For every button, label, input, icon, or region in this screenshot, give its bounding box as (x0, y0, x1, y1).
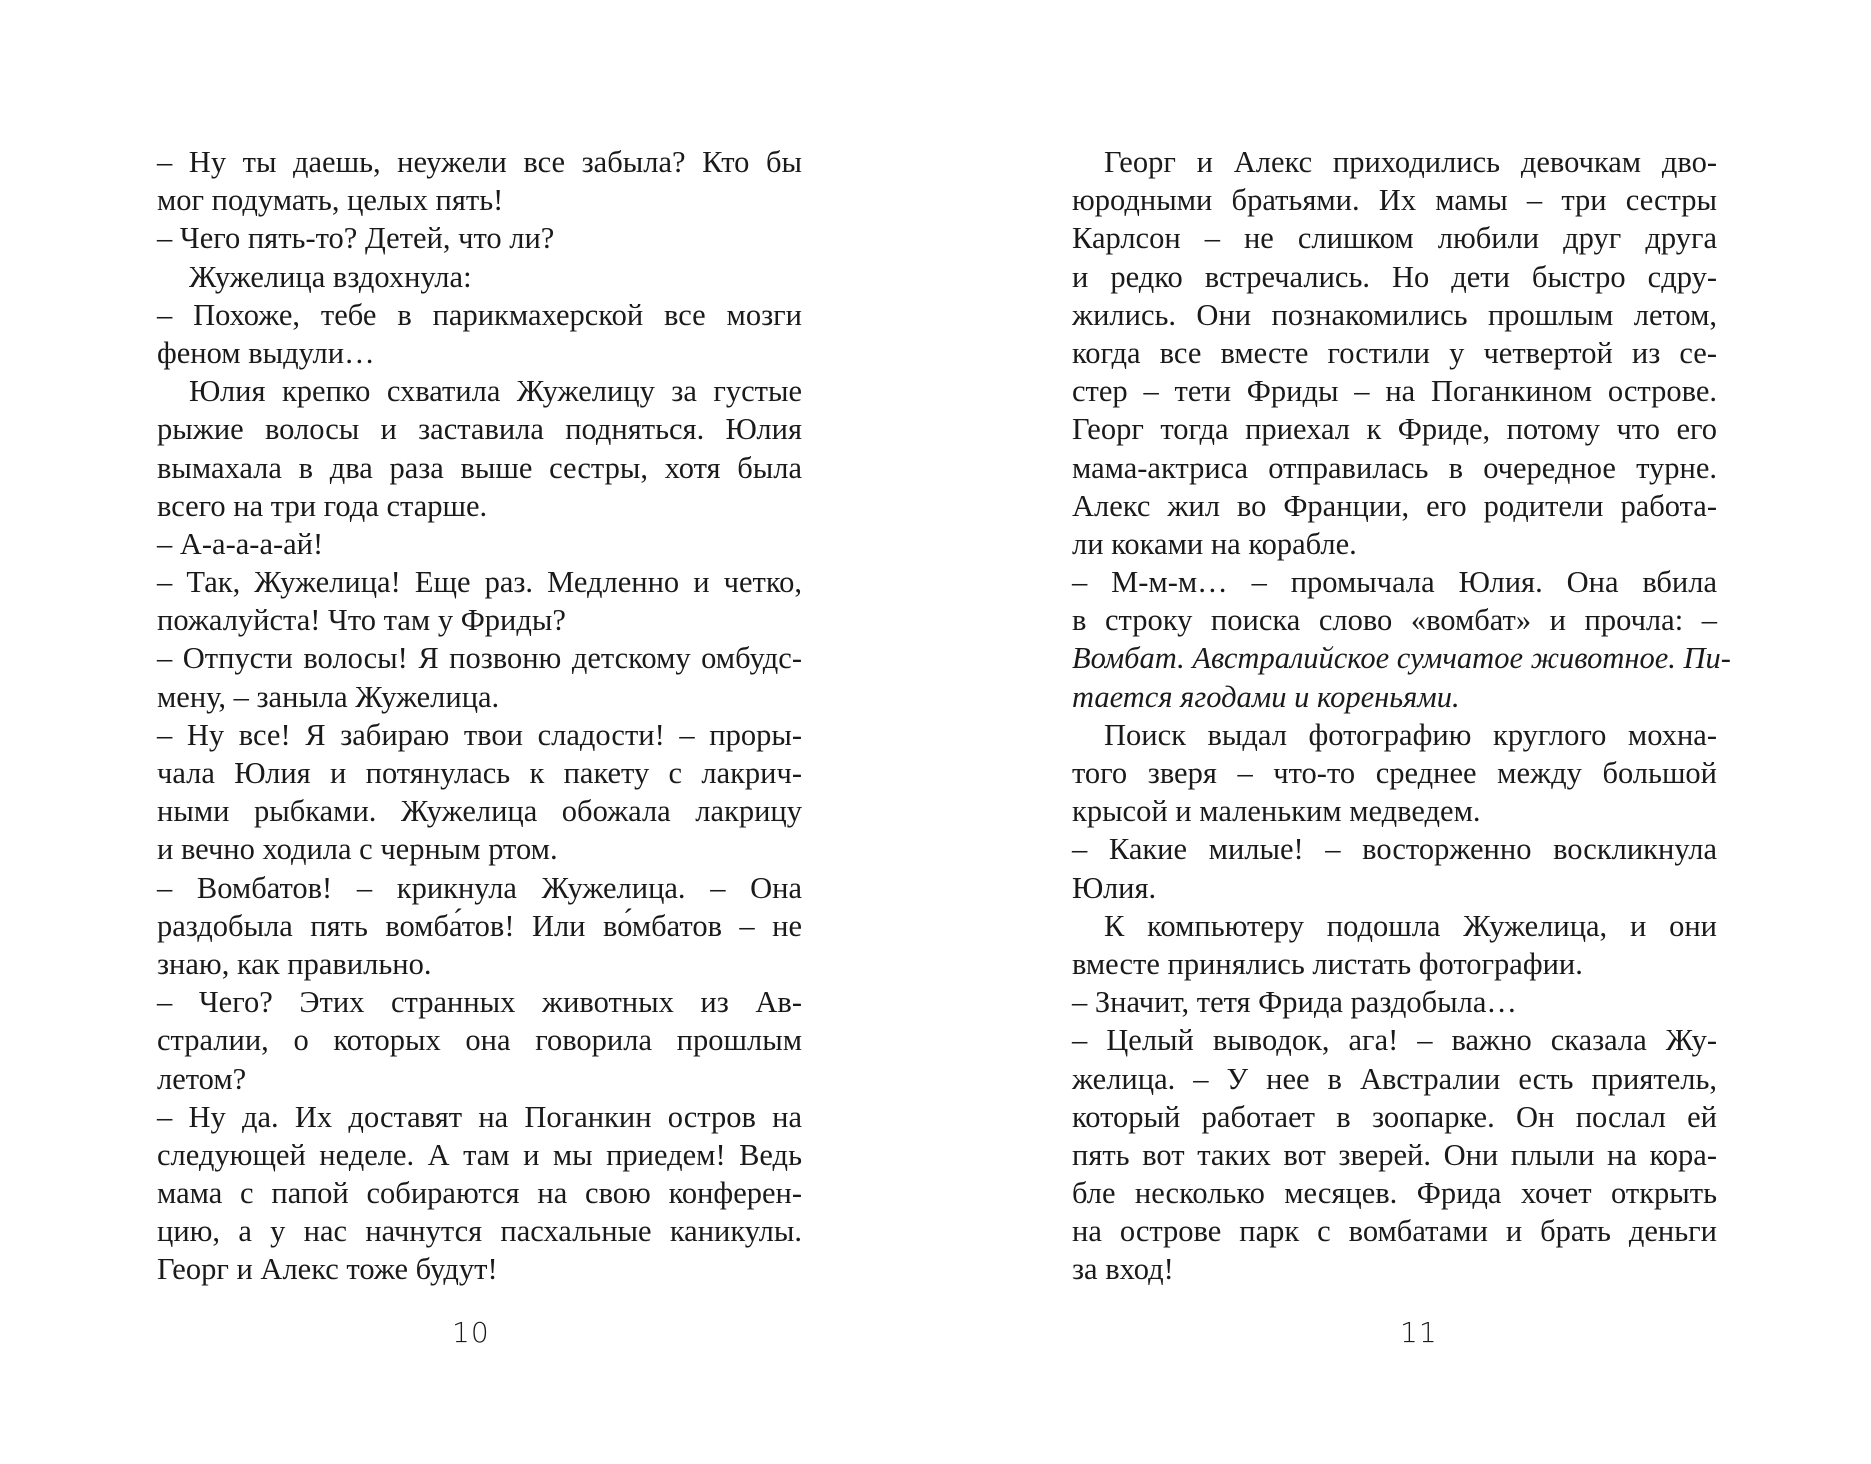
text-line: – Ну ты даешь, неужели все забыла? Кто бы (157, 145, 802, 179)
text-line: – Похоже, тебе в парикмахерской все мозги (157, 297, 802, 332)
text-line: – Вомбатов! – крикнула Жужелица. – Она (157, 870, 802, 905)
text-line: летом? (157, 1061, 247, 1096)
text-line: раздобыла пять вомба́тов! Или во́мбатов – не (157, 908, 802, 943)
text-line: – Ну все! Я забираю твои сладости! – проры- (157, 717, 802, 752)
text-line: в строку поиска слово «вомбат» и прочла: – (1072, 603, 1717, 638)
text-line: мог подумать, целых пять! (157, 183, 504, 218)
text-line: рыжие волосы и заставила подняться. Юлия (157, 412, 802, 447)
text-line: и вечно ходила с черным ртом. (157, 832, 558, 867)
text-line: мену, – заныла Жужелица. (157, 679, 500, 714)
text-line: чала Юлия и потянулась к пакету с лакрич- (157, 756, 802, 790)
text-line: всего на три года старше. (157, 488, 488, 523)
text-line: феном выдули… (157, 335, 375, 370)
text-line: и редко встречались. Но дети быстро сдру- (1072, 259, 1717, 294)
text-line: – Отпусти волосы! Я позвоню детскому омбудс- (157, 641, 802, 676)
text-line: – Так, Жужелица! Еще раз. Медленно и четко, (157, 565, 802, 600)
text-line: следующей неделе. А там и мы приедем! Ведь (157, 1137, 802, 1172)
text-line: – Целый выводок, ага! – важно сказала Жу- (1072, 1023, 1717, 1058)
left-page (157, 143, 802, 1289)
text-line: – Чего? Этих странных животных из Ав- (157, 985, 802, 1020)
text-line: цию, а у нас начнутся пасхальные каникулы. (157, 1214, 802, 1249)
right-page-text (1072, 143, 1731, 1289)
text-line: Георг и Алекс тоже будут! (157, 1252, 498, 1287)
text-line: Жужелица вздохнула: (189, 259, 472, 294)
text-line: Вомбат. Австралийское сумчатое животное. Пи- (1072, 641, 1731, 676)
text-line: на острове парк с вомбатами и брать деньги (1072, 1214, 1717, 1249)
text-line: Юлия крепко схватила Жужелицу за густые (189, 374, 802, 409)
text-line: знаю, как правильно. (157, 946, 432, 981)
text-line: желица. – У нее в Австралии есть приятель, (1072, 1061, 1717, 1096)
text-line: который работает в зоопарке. Он послал ей (1072, 1099, 1717, 1134)
text-line: К компьютеру подошла Жужелица, и они (1104, 908, 1717, 943)
text-line: мама-актриса отправилась в очередное турне. (1072, 450, 1717, 485)
text-line: юродными братьями. Их мамы – три сестры (1072, 183, 1717, 218)
text-line: Георг тогда приехал к Фриде, потому что его (1072, 412, 1717, 447)
text-line: Алекс жил во Франции, его родители работа- (1072, 488, 1717, 523)
text-line: Поиск выдал фотографию круглого мохна- (1104, 717, 1717, 752)
text-line: Юлия. (1072, 870, 1157, 905)
text-line: Георг и Алекс приходились девочкам дво- (1104, 145, 1717, 179)
text-line: мама с папой собираются на свою конферен- (157, 1176, 802, 1211)
text-line: – А-а-а-а-ай! (157, 526, 324, 561)
text-line: пять вот таких вот зверей. Они плыли на кора- (1072, 1137, 1717, 1172)
left-page-number: 10 (452, 1316, 490, 1349)
text-line: – Значит, тетя Фрида раздобыла… (1072, 985, 1517, 1020)
text-line: тается ягодами и кореньями. (1072, 679, 1460, 714)
text-line: – Ну да. Их доставят на Поганкин остров на (157, 1099, 802, 1134)
text-line: Карлсон – не слишком любили друг друга (1072, 221, 1717, 256)
text-line: вместе принялись листать фотографии. (1072, 946, 1583, 981)
text-line: пожалуйста! Что там у Фриды? (157, 603, 566, 638)
text-line: бле несколько месяцев. Фрида хочет открыть (1072, 1176, 1717, 1211)
text-line: стер – тети Фриды – на Поганкином острове. (1072, 374, 1717, 409)
text-line: – М-м-м… – промычала Юлия. Она вбила (1072, 565, 1717, 600)
text-line: за вход! (1072, 1252, 1174, 1287)
text-line: крысой и маленьким медведем. (1072, 794, 1481, 829)
text-line: стралии, о которых она говорила прошлым (157, 1023, 802, 1058)
text-line: ными рыбками. Жужелица обожала лакрицу (157, 794, 802, 829)
right-page (1072, 143, 1731, 1289)
right-page-number: 11 (1400, 1316, 1438, 1349)
text-line: когда все вместе гостили у четвертой из се- (1072, 335, 1717, 370)
left-page-text (157, 143, 802, 1289)
text-line: – Какие милые! – восторженно воскликнула (1072, 832, 1717, 867)
text-line: жились. Они познакомились прошлым летом, (1072, 297, 1717, 332)
text-line: вымахала в два раза выше сестры, хотя была (157, 450, 802, 485)
text-line: ли коками на корабле. (1072, 526, 1357, 561)
text-line: – Чего пять-то? Детей, что ли? (157, 221, 555, 256)
text-line: того зверя – что-то среднее между большой (1072, 756, 1717, 790)
